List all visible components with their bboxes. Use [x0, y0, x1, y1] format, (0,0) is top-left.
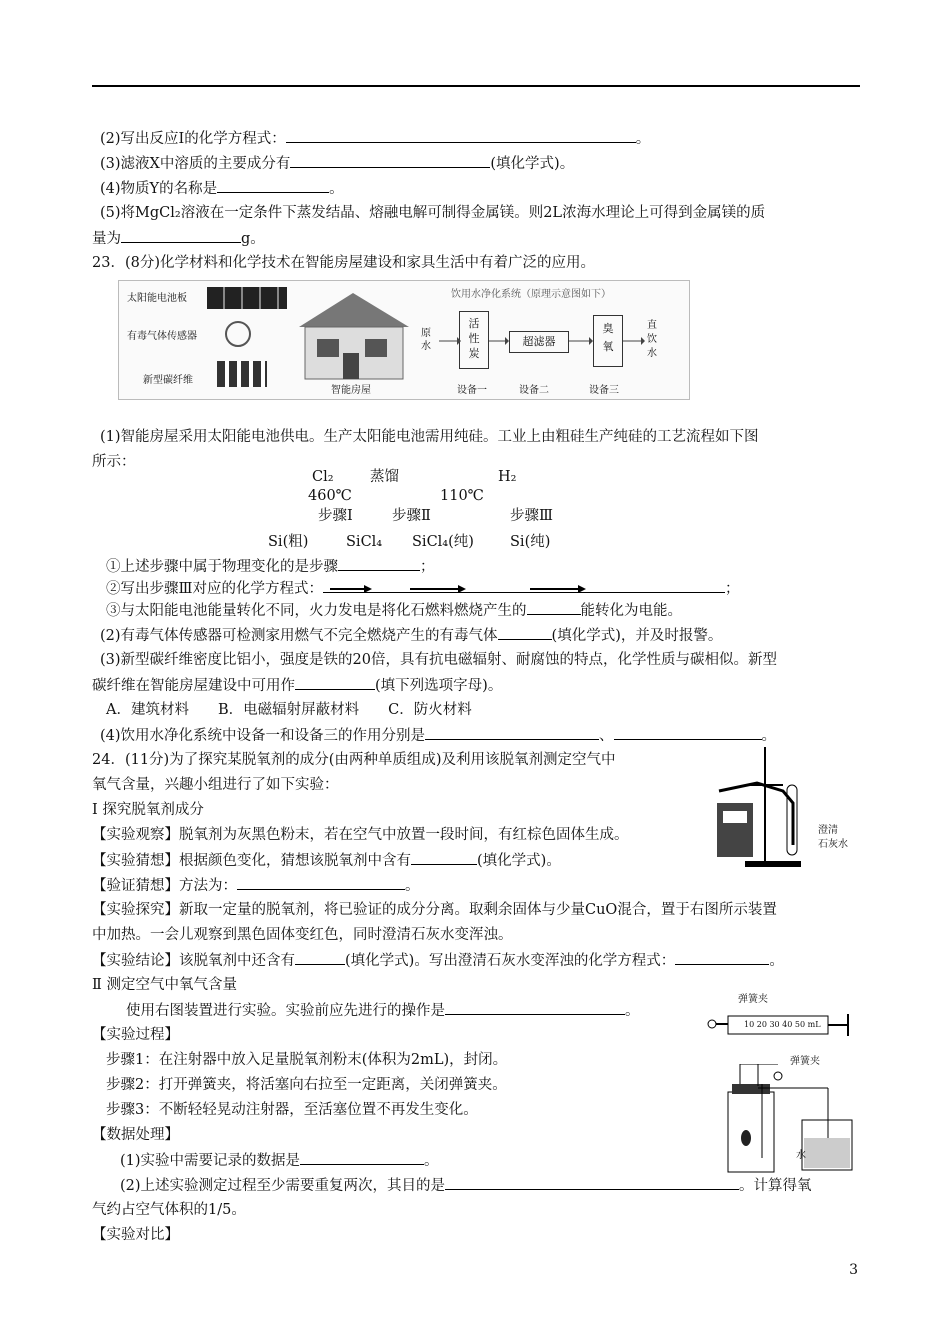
temp-110: 110℃: [440, 488, 484, 504]
reagent-h2: H₂: [498, 469, 517, 485]
device2-label: 设备二: [519, 385, 549, 396]
house-label: 智能房屋: [331, 385, 371, 396]
answer-blank[interactable]: [614, 725, 762, 740]
answer-blank[interactable]: [121, 228, 241, 243]
limewater-label: 澄清 石灰水: [818, 825, 848, 850]
direct-drink-label: 直 饮 水: [647, 320, 657, 359]
answer-blank[interactable]: [527, 600, 581, 615]
device3-label: 设备三: [589, 385, 619, 396]
flow-arrows: [419, 331, 659, 351]
q22-part4: (4)物质Y的名称是 。: [100, 178, 344, 199]
q23-part4: (4)饮用水净化系统中设备一和设备三的作用分别是 、 。: [100, 725, 776, 746]
raw-water-label: 原 水: [421, 328, 431, 352]
answer-blank[interactable]: [300, 1150, 424, 1165]
reaction-arrows: [330, 582, 590, 596]
answer-blank[interactable]: [286, 128, 636, 143]
q24-step1: 步骤1：在注射器中放入足量脱氧剂粉末(体积为2mL)，封闭。: [106, 1052, 508, 1068]
q24-step3: 步骤3：不断轻轻晃动注射器，至活塞位置不再发生变化。: [106, 1102, 478, 1118]
carbon-fiber-label: 新型碳纤维: [143, 375, 193, 386]
solar-panel-icon: [207, 287, 287, 309]
ultrafilter-box: 超滤器: [509, 331, 569, 353]
q23-sub3: ③与太阳能电池能量转化不同，火力发电是将化石燃料燃烧产生的 能转化为电能。: [106, 600, 682, 621]
temp-460: 460℃: [308, 488, 352, 504]
reagent-distill: 蒸馏: [370, 469, 399, 485]
answer-blank[interactable]: [411, 850, 477, 865]
syringe-scale: 10 20 30 40 50 mL: [744, 1020, 821, 1029]
q24-observation: 【实验观察】脱氧剂为灰黑色粉末，若在空气中放置一段时间，有红棕色固体生成。: [92, 827, 629, 843]
device1-label: 设备一: [457, 385, 487, 396]
carbon-fiber-icon: [217, 361, 267, 387]
smart-house-figure: [118, 280, 690, 400]
q24-explore: 【实验探究】新取一定量的脱氧剂，将已验证的成分分离。取剩余固体与少量CuO混合，置于右图所示装置: [92, 902, 777, 918]
q24-data-processing: 【数据处理】: [92, 1127, 179, 1143]
q23-sub1: ①上述步骤中属于物理变化的是步骤 ；: [106, 556, 435, 577]
q24-data2: (2)上述实验测定过程至少需要重复两次，其目的是 。计算得氧: [120, 1175, 812, 1196]
q23-sub2: ②写出步骤Ⅲ对应的化学方程式： ；: [106, 578, 739, 599]
step-2: 步骤Ⅱ: [392, 508, 431, 524]
q23-part3-cont: 碳纤维在智能房屋建设中可用作 (填下列选项字母)。: [92, 675, 502, 696]
q24-procedure: 【实验过程】: [92, 1027, 179, 1043]
page-number: 3: [849, 1262, 858, 1278]
step-3: 步骤Ⅲ: [510, 508, 553, 524]
house-icon: [291, 287, 416, 382]
q24-step2: 步骤2：打开弹簧夹，将活塞向右拉至一定距离，关闭弹簧夹。: [106, 1077, 507, 1093]
answer-blank[interactable]: [445, 1000, 625, 1015]
q24-data2-cont: 气约占空气体积的1/5。: [92, 1202, 246, 1218]
material-pure-sicl4: SiCl₄(纯): [412, 534, 474, 550]
step-1: 步骤Ⅰ: [318, 508, 353, 524]
q23-part2: (2)有毒气体传感器可检测家用燃气不完全燃烧产生的有毒气体 (填化学式)，并及时报警。: [100, 625, 722, 646]
reagent-cl2: Cl₂: [312, 469, 334, 485]
q23-part1: (1)智能房屋采用太阳能电池供电。生产太阳能电池需用纯硅。工业上由粗硅生产纯硅的工艺流程如下图: [100, 429, 759, 445]
q23-title: 23．(8分)化学材料和化学技术在智能房屋建设和家具生活中有着广泛的应用。: [92, 255, 595, 271]
q24-section1: Ⅰ 探究脱氧剂成分: [92, 802, 204, 818]
q24-title: 24．(11分)为了探究某脱氧剂的成分(由两种单质组成)及利用该脱氧剂测定空气中: [92, 752, 616, 768]
material-crude-si: Si(粗): [268, 534, 309, 550]
sensor-label: 有毒气体传感器: [127, 331, 197, 342]
q24-prep: 使用右图装置进行实验。实验前应先进行的操作是 。: [126, 1000, 640, 1021]
heating-apparatus-figure: [705, 745, 855, 873]
q23-part3: (3)新型碳纤维密度比铝小，强度是铁的20倍，具有抗电磁辐射、耐腐蚀的特点，化学性质与碳相似。新型: [100, 652, 777, 668]
answer-blank[interactable]: [295, 950, 345, 965]
sensor-icon: [225, 321, 251, 347]
answer-blank[interactable]: [295, 675, 375, 690]
q22-part2: (2)写出反应Ⅰ的化学方程式： 。: [100, 128, 650, 149]
flask-beaker-figure: [718, 1064, 858, 1176]
ozone-box: 臭 氧: [593, 315, 623, 367]
material-pure-si: Si(纯): [510, 534, 551, 550]
answer-blank[interactable]: [425, 725, 599, 740]
q24-verify: 【验证猜想】方法为： 。: [92, 875, 420, 896]
water-system-title: 饮用水净化系统（原理示意图如下）: [451, 289, 611, 300]
q23-part1-cont: 所示：: [92, 454, 136, 470]
q22-part3: (3)滤液X中溶质的主要成分有 (填化学式)。: [100, 153, 574, 174]
q24-explore-cont: 中加热。一会儿观察到黑色固体变红色，同时澄清石灰水变浑浊。: [92, 927, 513, 943]
answer-blank[interactable]: [675, 950, 769, 965]
spring-clip-label-1: 弹簧夹: [738, 994, 768, 1005]
answer-blank[interactable]: [445, 1175, 739, 1190]
q24-guess: 【实验猜想】根据颜色变化，猜想该脱氧剂中含有 (填化学式)。: [92, 850, 561, 871]
q24-title-cont: 氧气含量，兴趣小组进行了如下实验：: [92, 777, 339, 793]
water-label: 水: [796, 1150, 806, 1161]
answer-blank[interactable]: [338, 556, 420, 571]
q22-part5-cont: 量为 g。: [92, 228, 265, 249]
q22-part5: (5)将MgCl₂溶液在一定条件下蒸发结晶、熔融电解可制得金属镁。则2L浓海水理论上可得到金属镁的质: [100, 205, 766, 221]
answer-blank[interactable]: [237, 875, 405, 890]
spring-clip-label-2: 弹簧夹: [790, 1056, 820, 1067]
q24-comparison: 【实验对比】: [92, 1227, 179, 1243]
solar-panel-label: 太阳能电池板: [127, 293, 187, 304]
answer-blank[interactable]: [217, 178, 329, 193]
answer-blank[interactable]: [498, 625, 552, 640]
material-sicl4: SiCl₄: [346, 534, 383, 550]
answer-blank[interactable]: [290, 153, 490, 168]
q23-options: A．建筑材料 B．电磁辐射屏蔽材料 C．防火材料: [106, 702, 472, 718]
header-rule: [92, 85, 860, 87]
activated-carbon-box: 活 性 炭: [459, 311, 489, 369]
q24-section2: Ⅱ 测定空气中氧气含量: [92, 977, 237, 993]
q24-conclusion: 【实验结论】该脱氧剂中还含有 (填化学式)。写出澄清石灰水变浑浊的化学方程式： 。: [92, 950, 784, 971]
q24-data1: (1)实验中需要记录的数据是 。: [120, 1150, 439, 1171]
